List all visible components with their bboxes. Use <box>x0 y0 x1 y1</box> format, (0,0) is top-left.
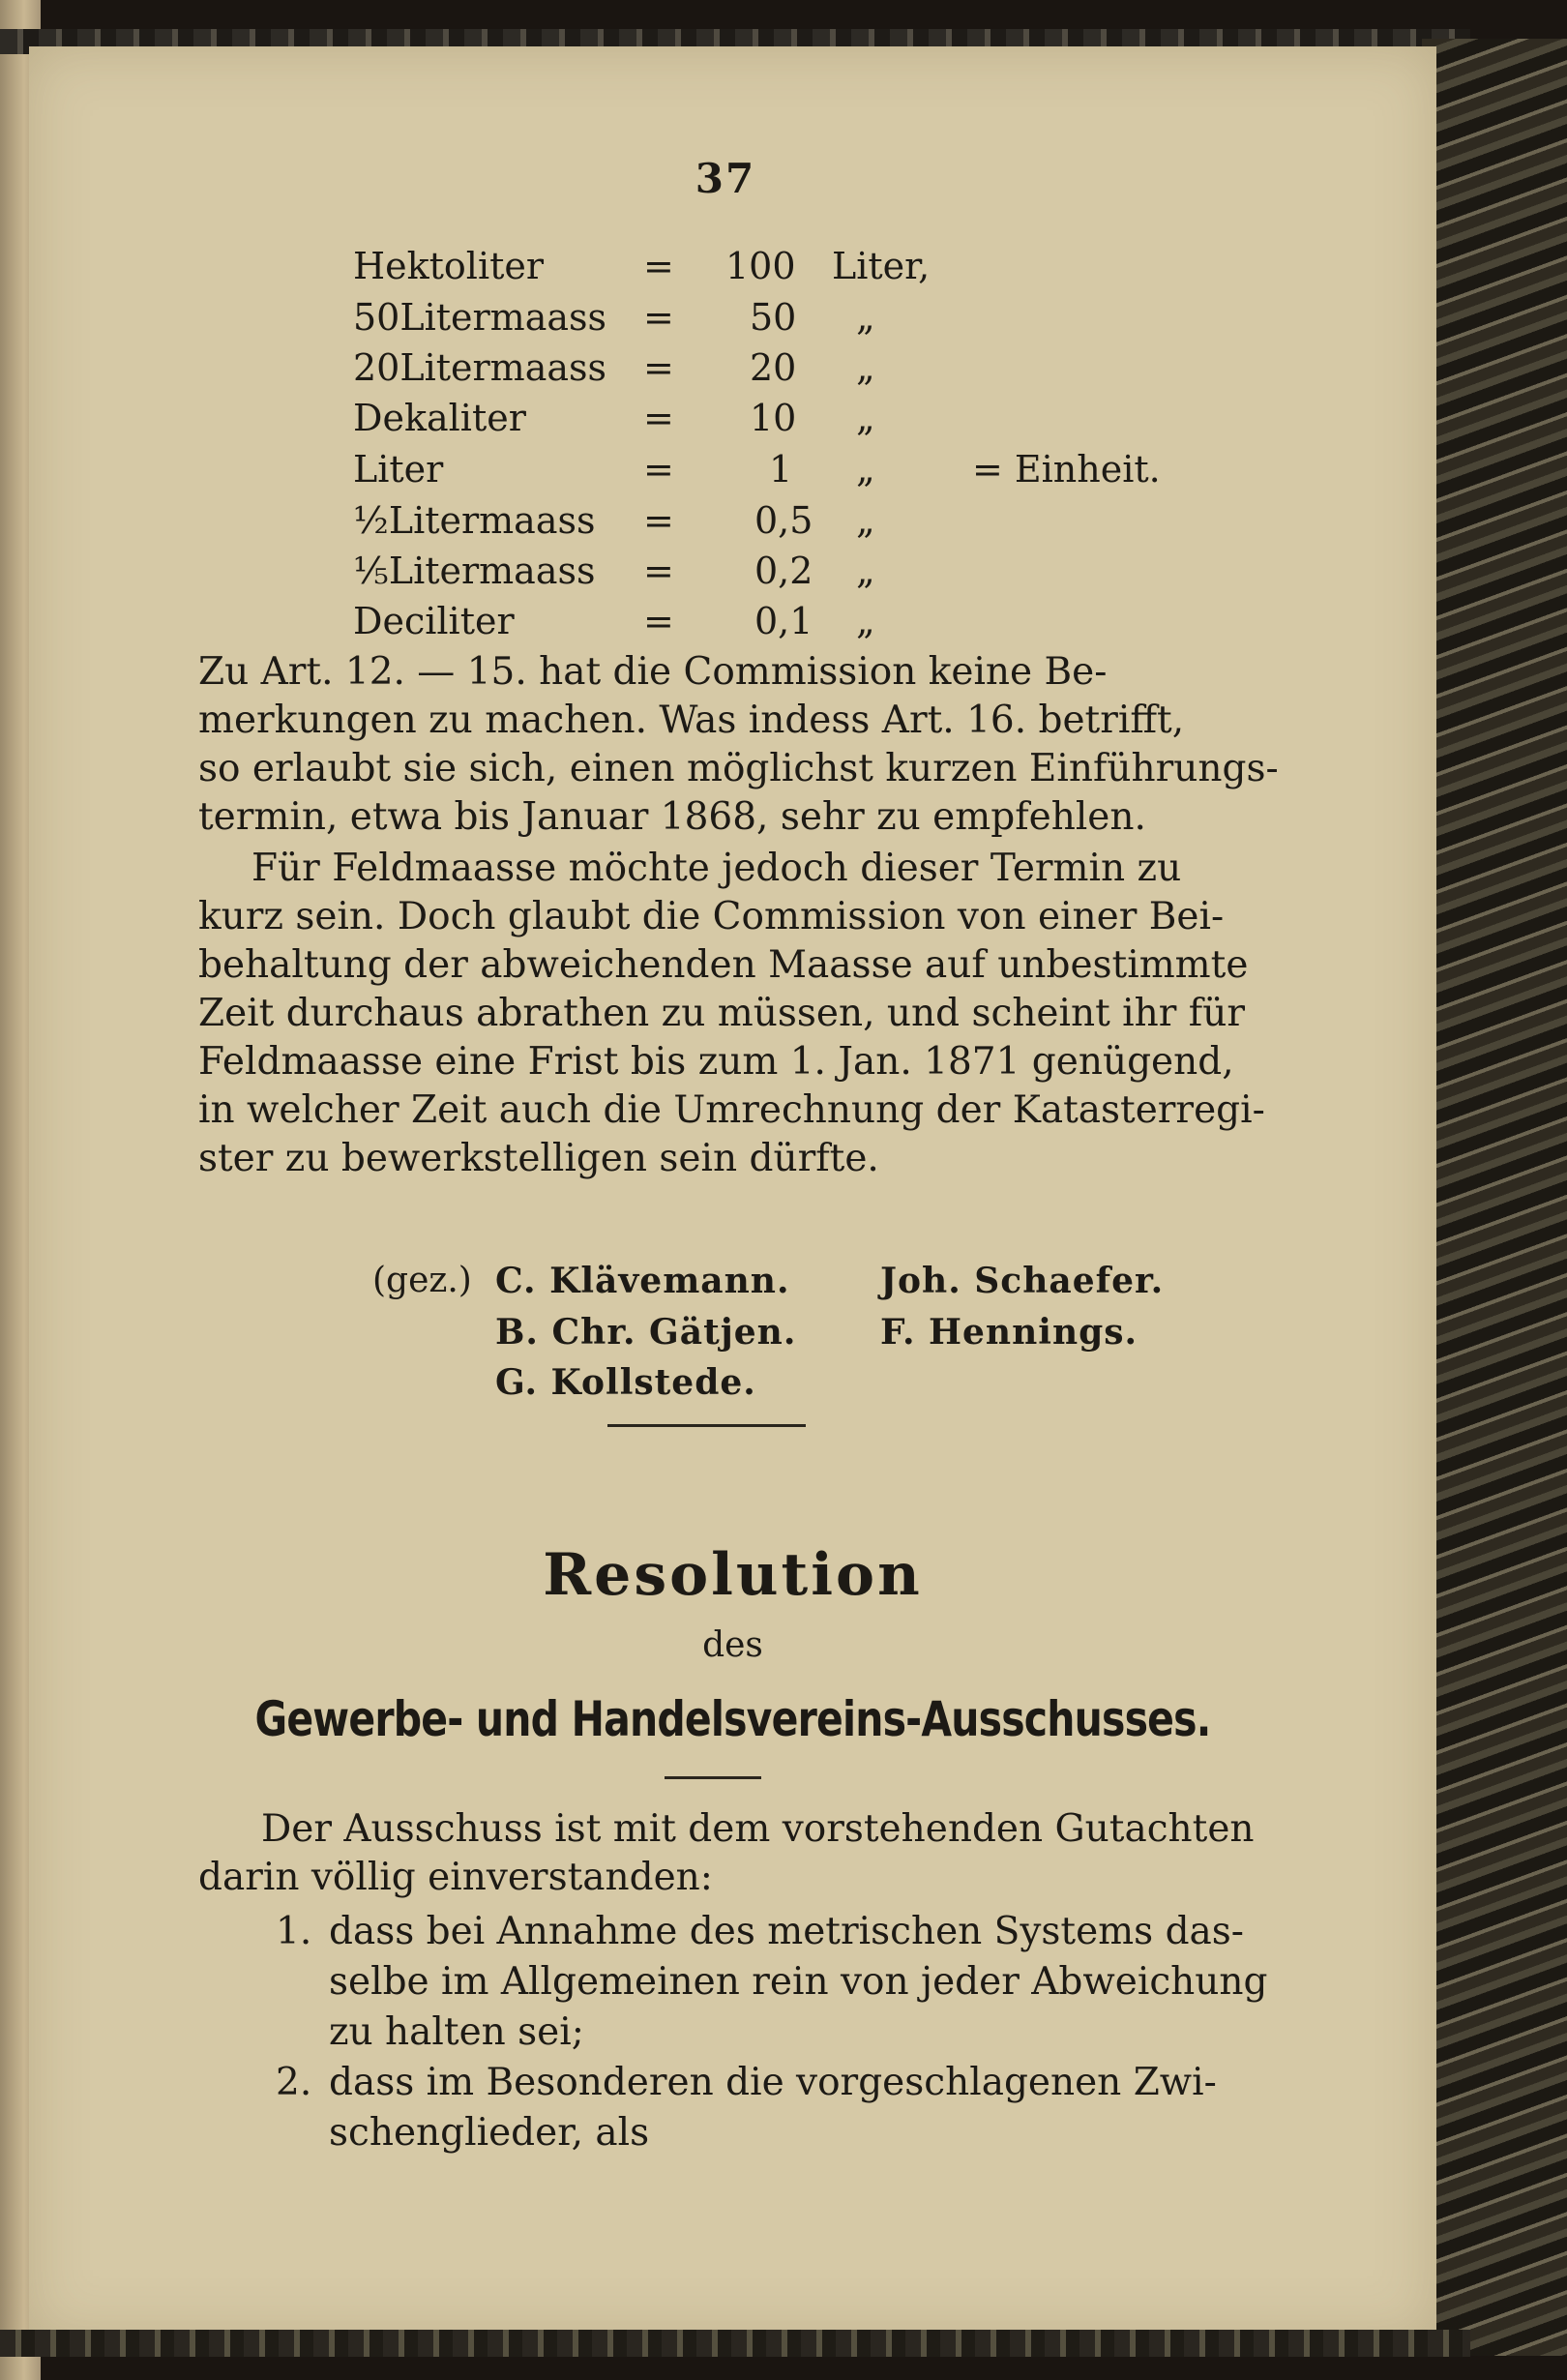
signature-name: F. Hennings. <box>880 1312 1138 1353</box>
measure-value: 1 <box>769 448 793 491</box>
resolution-des: des <box>702 1625 763 1665</box>
measure-value: 10 <box>750 397 797 439</box>
measure-unit: „ <box>856 346 875 389</box>
measure-equals: = <box>643 499 674 542</box>
measure-value: 20 <box>750 346 797 389</box>
text-line: Feldmaasse eine Frist bis zum 1. Jan. 1871 genügend, <box>198 1040 1234 1084</box>
measure-value: 0,1 <box>754 600 813 642</box>
measure-unit: „ <box>856 600 875 642</box>
text-line: ster zu bewerkstelligen sein dürfte. <box>198 1137 879 1180</box>
text-line: zu halten sei; <box>329 2010 584 2054</box>
text-line: termin, etwa bis Januar 1868, sehr zu empfehlen. <box>198 795 1146 839</box>
book-page <box>29 46 1436 2339</box>
text-line: Für Feldmaasse möchte jedoch dieser Termin zu <box>251 847 1182 890</box>
paragraph-feldmaasse <box>198 845 1265 1183</box>
measure-equals: = <box>643 296 674 339</box>
measure-value: 50 <box>750 296 797 339</box>
measure-equals: = <box>643 448 674 491</box>
text-line: dass im Besonderen die vorgeschlagenen Zwi- <box>329 2061 1217 2104</box>
section-divider <box>607 1424 806 1427</box>
text-line: dass bei Annahme des metrischen Systems das- <box>329 1910 1244 1953</box>
text-line: so erlaubt sie sich, einen möglichst kurzen Einführungs- <box>198 747 1279 790</box>
measure-name: ⅕Litermaass <box>353 550 596 592</box>
measure-value: 0,2 <box>754 550 813 592</box>
measure-unit: „ <box>856 550 875 592</box>
signature-name: Joh. Schaefer. <box>880 1261 1165 1301</box>
list-number: 1. <box>276 1910 312 1953</box>
resolution-title: Resolution <box>543 1541 923 1609</box>
text-line: merkungen zu machen. Was indess Art. 16. betrifft, <box>198 699 1185 742</box>
measure-name: Deciliter <box>353 600 515 642</box>
measure-value: 0,5 <box>754 499 813 542</box>
text-line: Zu Art. 12. — 15. hat die Commission keine Be- <box>198 650 1108 694</box>
measure-equals: = <box>643 397 674 439</box>
book-bottom-edge <box>0 2330 1470 2357</box>
measure-name: 20Litermaass <box>353 346 607 389</box>
book-spine <box>1422 39 1567 2356</box>
paragraph-art-12-16 <box>198 648 1279 842</box>
list-number: 2. <box>276 2061 312 2104</box>
measure-unit: „ <box>856 499 875 542</box>
text-line: Der Ausschuss ist mit dem vorstehenden Gutachten <box>261 1807 1255 1851</box>
text-line: in welcher Zeit auch die Umrechnung der Katasterregi- <box>198 1088 1265 1132</box>
measure-name: Liter <box>353 448 444 491</box>
signature-name: G. Kollstede. <box>495 1362 756 1403</box>
measure-unit: Liter, <box>832 245 931 287</box>
resolution-subtitle: Gewerbe- und Handelsvereins-Ausschusses. <box>254 1691 1211 1747</box>
measure-unit: „ <box>856 296 875 339</box>
measure-equals: = <box>643 346 674 389</box>
measure-equals: = <box>643 550 674 592</box>
text-line: selbe im Allgemeinen rein von jeder Abweichung <box>329 1960 1268 2004</box>
resolution-intro <box>198 1805 1253 1902</box>
text-line: Zeit durchaus abrathen zu müssen, und scheint ihr für <box>198 992 1246 1035</box>
signature-prefix: (gez.) <box>372 1261 472 1300</box>
measure-unit: „ <box>856 397 875 439</box>
page-number: 37 <box>695 155 756 202</box>
measure-name: Hektoliter <box>353 245 545 287</box>
measure-equals: = <box>643 600 674 642</box>
text-line: behaltung der abweichenden Maasse auf unbestimmte <box>198 943 1249 987</box>
measure-name: Dekaliter <box>353 397 526 439</box>
text-line: kurz sein. Doch glaubt die Commission von einer Bei- <box>198 895 1225 938</box>
measure-name: ½Litermaass <box>353 499 596 542</box>
subtitle-divider <box>665 1776 761 1779</box>
measure-name: 50Litermaass <box>353 296 607 339</box>
signature-name: B. Chr. Gätjen. <box>495 1312 797 1353</box>
measure-value: 100 <box>725 245 796 287</box>
text-line: schenglieder, als <box>329 2111 650 2155</box>
measure-equals: = <box>643 245 674 287</box>
text-line: darin völlig einverstanden: <box>198 1856 713 1899</box>
measure-unit: „ <box>856 448 875 491</box>
measure-note: = Einheit. <box>972 448 1161 491</box>
signature-name: C. Klävemann. <box>495 1261 790 1301</box>
